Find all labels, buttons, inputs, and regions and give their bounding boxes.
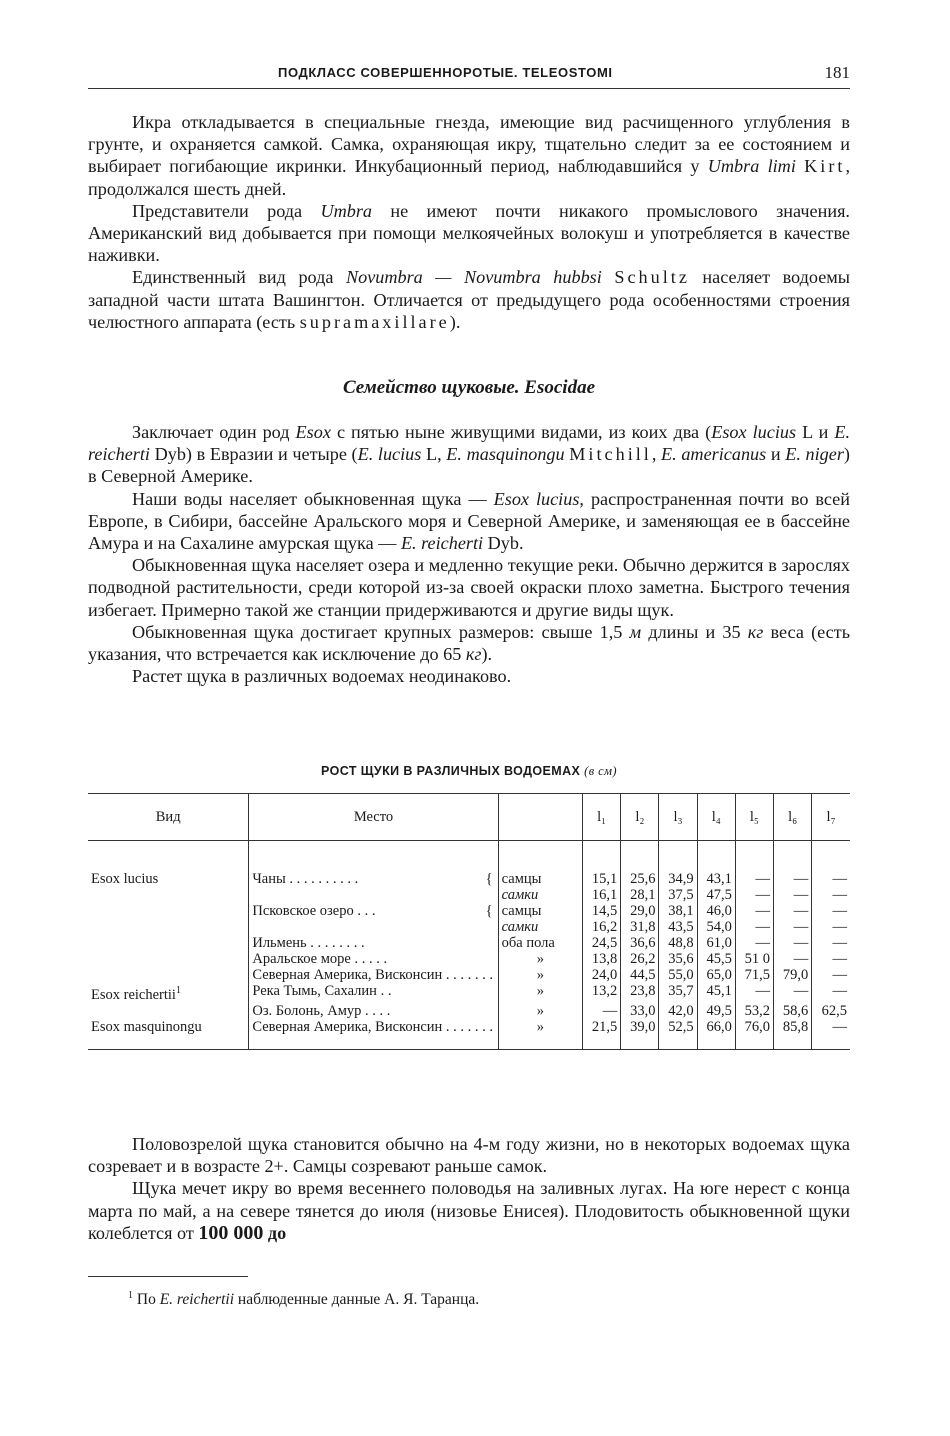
value-cell: 55,0	[659, 967, 697, 983]
value-cell: 47,5	[697, 887, 735, 903]
value-cell: 38,1	[659, 903, 697, 919]
species-cell	[88, 887, 249, 903]
species-cell	[88, 967, 249, 983]
value-cell: 14,5	[583, 903, 621, 919]
paragraph: Половозрелой щука становится обычно на 4-м году жизни, но в некоторых водоемах щука созревает и в возрасте 2+. Самцы созревают раньше самок.	[88, 1134, 850, 1177]
value-cell: —	[812, 983, 850, 1003]
footnote: $^1$ По E. reichertii наблюденные данные А. Я. Таранца.	[128, 1290, 480, 1309]
value-cell: 16,2	[583, 919, 621, 935]
value-cell: 85,8	[774, 1019, 812, 1050]
value-cell: —	[774, 903, 812, 919]
column-header: l₂	[621, 794, 659, 841]
column-header: Место	[249, 794, 498, 841]
value-cell: 23,8	[621, 983, 659, 1003]
sex-cell: »	[498, 1003, 582, 1019]
value-cell: —	[812, 1019, 850, 1050]
sex-cell: самки	[498, 919, 582, 935]
value-cell: —	[812, 967, 850, 983]
value-cell: 13,8	[583, 951, 621, 967]
value-cell: —	[812, 935, 850, 951]
value-cell: 79,0	[774, 967, 812, 983]
table-row	[88, 887, 850, 903]
table-caption: РОСТ ЩУКИ В РАЗЛИЧНЫХ ВОДОЕМАХ (в см)	[321, 764, 617, 778]
value-cell: 45,1	[697, 983, 735, 1003]
paragraph: Заключает один род Esox с пятью ныне живущими видами, из коих два (Esox lucius L и E. reicherti Dyb) в Евразии и четыре (E. lucius L, E. masquinongu Mitchill, E. americanus и E. niger) в Северной Америке.	[88, 422, 851, 487]
value-cell: —	[735, 983, 773, 1003]
value-cell: 42,0	[659, 1003, 697, 1019]
value-cell: 71,5	[735, 967, 773, 983]
column-header: l₅	[735, 794, 773, 841]
table-row	[88, 841, 850, 888]
value-cell: —	[735, 919, 773, 935]
value-cell: —	[774, 919, 812, 935]
species-cell: Esox reichertii$^1$	[91, 985, 181, 1003]
value-cell: 16,1	[583, 887, 621, 903]
value-cell: 46,0	[697, 903, 735, 919]
column-header	[498, 794, 582, 841]
paragraph: Щука мечет икру во время весеннего половодья на заливных лугах. На юге нерест с конца марта по май, а на севере тянется до июля (низовье Енисея). Плодовитость обыкновенной щуки колеблется от 100 000 до	[88, 1178, 850, 1244]
sex-cell: самки	[498, 887, 582, 903]
value-cell: —	[583, 1003, 621, 1019]
paragraph: Обыкновенная щука населяет озера и медленно текущие реки. Обычно держится в зарослях подводной растительности, среди которой из-за своей окраски плохо заметна. Быстрого течения избегает. Примерно такой же станции придерживаются и другие виды щук.	[88, 555, 850, 620]
sex-cell: »	[498, 951, 582, 967]
table-row	[88, 1003, 850, 1019]
value-cell: 37,5	[659, 887, 697, 903]
value-cell: 25,6	[621, 841, 659, 888]
value-cell: 29,0	[621, 903, 659, 919]
place-cell: Река Тымь, Сахалин . .	[249, 983, 498, 1003]
value-cell: 58,6	[774, 1003, 812, 1019]
value-cell: 34,9	[659, 841, 697, 888]
column-header: Вид	[88, 794, 249, 841]
value-cell: 65,0	[697, 967, 735, 983]
table-row	[88, 951, 850, 967]
page-number: 181	[824, 63, 850, 82]
table-row	[88, 967, 850, 983]
column-header: l₇	[812, 794, 850, 841]
paragraph: Обыкновенная щука достигает крупных размеров: свыше 1,5 м длины и 35 кг веса (есть указания, что встречается как исключение до 65 кг).	[88, 621, 850, 665]
value-cell: —	[774, 935, 812, 951]
value-cell: —	[735, 887, 773, 903]
value-cell: —	[774, 887, 812, 903]
section-heading: Семейство щуковые. Esocidae	[342, 377, 596, 398]
value-cell: —	[812, 841, 850, 888]
value-cell: 49,5	[697, 1003, 735, 1019]
value-cell: 48,8	[659, 935, 697, 951]
table-row	[88, 919, 850, 935]
column-header: l₄	[697, 794, 735, 841]
value-cell: —	[735, 935, 773, 951]
sex-cell: »	[498, 1019, 582, 1050]
value-cell: —	[774, 841, 812, 888]
value-cell: 54,0	[697, 919, 735, 935]
value-cell: 44,5	[621, 967, 659, 983]
running-head	[88, 62, 850, 89]
place-cell: { Чаны . . . . . . . . . .	[249, 841, 498, 888]
paragraph: Икра откладывается в специальные гнезда, имеющие вид расчищенного углубления в грунте, и охраняется самкой. Самка, охраняющая икру, тщательно следит за ее состоянием и выбирает погибающие икринки. Инкубационный период, наблюдавшийся у Umbra limi Kirt, продолжался шесть дней.	[88, 112, 851, 199]
value-cell: —	[774, 983, 812, 1003]
value-cell: 31,8	[621, 919, 659, 935]
place-cell: { Псковское озеро . . .	[249, 903, 498, 919]
value-cell: 36,6	[621, 935, 659, 951]
value-cell: —	[735, 903, 773, 919]
value-cell: 61,0	[697, 935, 735, 951]
value-cell: 43,1	[697, 841, 735, 888]
species-cell	[88, 919, 249, 935]
table-row	[88, 983, 850, 1003]
value-cell: —	[812, 903, 850, 919]
paragraph: Наши воды населяет обыкновенная щука — Esox lucius, распространенная почти во всей Европе, в Сибири, бассейне Аральского моря и Северной Америке, и заменяющая ее в бассейне Амура и на Сахалине амурская щука — E. reicherti Dyb.	[88, 488, 850, 554]
value-cell: 28,1	[621, 887, 659, 903]
intro-text	[88, 111, 850, 333]
species-cell	[88, 1003, 249, 1019]
value-cell: 53,2	[735, 1003, 773, 1019]
value-cell: 24,0	[583, 967, 621, 983]
sex-cell: »	[498, 967, 582, 983]
column-header: l₆	[774, 794, 812, 841]
paragraph: Представители рода Umbra не имеют почти никакого промыслового значения. Американский вид добывается при помощи мелкоячейных волокуш и употребляется в качестве наживки.	[88, 200, 850, 266]
growth-table	[88, 793, 850, 1050]
place-cell	[249, 887, 498, 903]
place-cell: Ильмень . . . . . . . .	[249, 935, 498, 951]
paragraph: Единственный вид рода Novumbra — Novumbra hubbsi Schultz населяет водоемы западной части штата Вашингтон. Отличается от предыдущего рода особенностями строения челюстного аппарата (есть supramaxillare).	[88, 267, 850, 332]
value-cell: 15,1	[583, 841, 621, 888]
footnote-rule	[88, 1276, 248, 1277]
value-cell: 35,6	[659, 951, 697, 967]
species-cell	[88, 903, 249, 919]
value-cell: 35,7	[659, 983, 697, 1003]
value-cell: —	[812, 887, 850, 903]
value-cell: 13,2	[583, 983, 621, 1003]
table-header-row	[88, 794, 850, 841]
value-cell: 33,0	[621, 1003, 659, 1019]
value-cell: 51 0	[735, 951, 773, 967]
species-cell	[88, 935, 249, 951]
esocidae-text	[88, 421, 850, 687]
spawning-text	[88, 1133, 850, 1244]
sex-cell: »	[498, 983, 582, 1003]
value-cell: 21,5	[583, 1019, 621, 1050]
sex-cell: самцы	[498, 903, 582, 919]
place-cell: Оз. Болонь, Амур . . . .	[249, 1003, 498, 1019]
running-title: ПОДКЛАСС СОВЕРШЕННОРОТЫЕ. TELEOSTOMI	[278, 65, 613, 80]
value-cell: 76,0	[735, 1019, 773, 1050]
value-cell: —	[812, 919, 850, 935]
value-cell: 39,0	[621, 1019, 659, 1050]
value-cell: 45,5	[697, 951, 735, 967]
species-cell	[88, 951, 249, 967]
column-header: l₁	[583, 794, 621, 841]
table-row	[88, 903, 850, 919]
value-cell: —	[812, 951, 850, 967]
value-cell: 26,2	[621, 951, 659, 967]
column-header: l₃	[659, 794, 697, 841]
value-cell: 62,5	[812, 1003, 850, 1019]
place-cell: Северная Америка, Висконсин . . . . . . .	[249, 1019, 498, 1050]
value-cell: 52,5	[659, 1019, 697, 1050]
place-cell: Аральское море . . . . .	[249, 951, 498, 967]
species-cell: Esox masquinongu	[88, 1019, 249, 1050]
sex-cell: оба пола	[498, 935, 582, 951]
table-row	[88, 1019, 850, 1050]
value-cell: —	[735, 841, 773, 888]
paragraph: Растет щука в различных водоемах неодинаково.	[132, 666, 512, 687]
value-cell: 24,5	[583, 935, 621, 951]
place-cell: Северная Америка, Висконсин . . . . . . .	[249, 967, 498, 983]
table-row	[88, 935, 850, 951]
place-cell	[249, 919, 498, 935]
value-cell: —	[774, 951, 812, 967]
sex-cell: самцы	[498, 841, 582, 888]
value-cell: 66,0	[697, 1019, 735, 1050]
value-cell: 43,5	[659, 919, 697, 935]
species-cell: Esox lucius	[91, 871, 159, 887]
